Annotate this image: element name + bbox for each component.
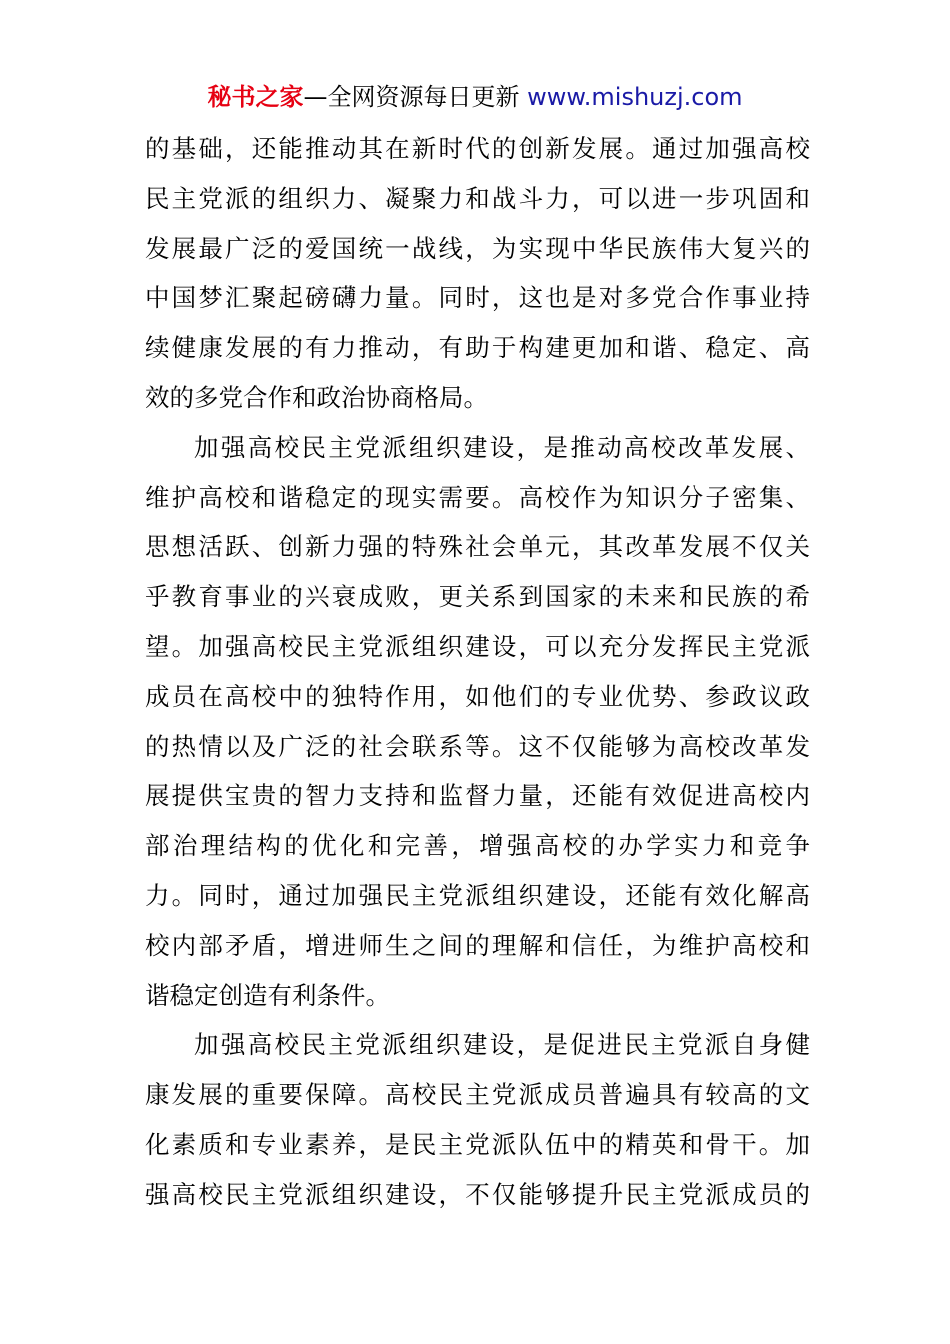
site-url-link[interactable]: www.mishuzj.com [527,83,743,111]
paragraph-start-line: 加强高校民主党派组织建设，是推动高校改革发展、 [194,432,810,462]
text-line: 效的多党合作和政治协商格局。 [145,382,488,412]
brand-name: 秘书之家 [207,83,304,111]
text-line: 成员在高校中的独特作用，如他们的专业优势、参政议政 [145,681,810,711]
page-header [0,80,950,114]
text-line: 民主党派的组织力、凝聚力和战斗力，可以进一步巩固和 [145,183,810,213]
document-body [145,124,810,1220]
text-line: 思想活跃、创新力强的特殊社会单元，其改革发展不仅关 [145,532,810,562]
text-line: 续健康发展的有力推动，有助于构建更加和谐、稳定、高 [145,333,810,363]
text-line: 部治理结构的优化和完善，增强高校的办学实力和竞争 [145,831,810,861]
text-line: 中国梦汇聚起磅礴力量。同时，这也是对多党合作事业持 [145,283,810,313]
text-line: 化素质和专业素养，是民主党派队伍中的精英和骨干。加 [145,1129,810,1159]
text-line: 强高校民主党派组织建设，不仅能够提升民主党派成员的 [145,1179,810,1209]
text-line: 的热情以及广泛的社会联系等。这不仅能够为高校改革发 [145,731,810,761]
text-line: 谐稳定创造有利条件。 [145,980,390,1010]
text-line: 乎教育事业的兴衰成败，更关系到国家的未来和民族的希 [145,582,810,612]
text-line: 力。同时，通过加强民主党派组织建设，还能有效化解高 [145,880,810,910]
paragraph-start-line: 加强高校民主党派组织建设，是促进民主党派自身健 [194,1030,810,1060]
text-line: 康发展的重要保障。高校民主党派成员普遍具有较高的文 [145,1080,810,1110]
text-line: 的基础，还能推动其在新时代的创新发展。通过加强高校 [145,134,810,163]
text-line: 发展最广泛的爱国统一战线，为实现中华民族伟大复兴的 [145,233,810,263]
text-line: 维护高校和谐稳定的现实需要。高校作为知识分子密集、 [145,482,810,512]
header-tagline: —全网资源每日更新 [303,83,528,111]
text-line: 展提供宝贵的智力支持和监督力量，还能有效促进高校内 [145,781,810,811]
text-line: 校内部矛盾，增进师生之间的理解和信任，为维护高校和 [145,930,810,960]
text-line: 望。加强高校民主党派组织建设，可以充分发挥民主党派 [145,631,810,661]
